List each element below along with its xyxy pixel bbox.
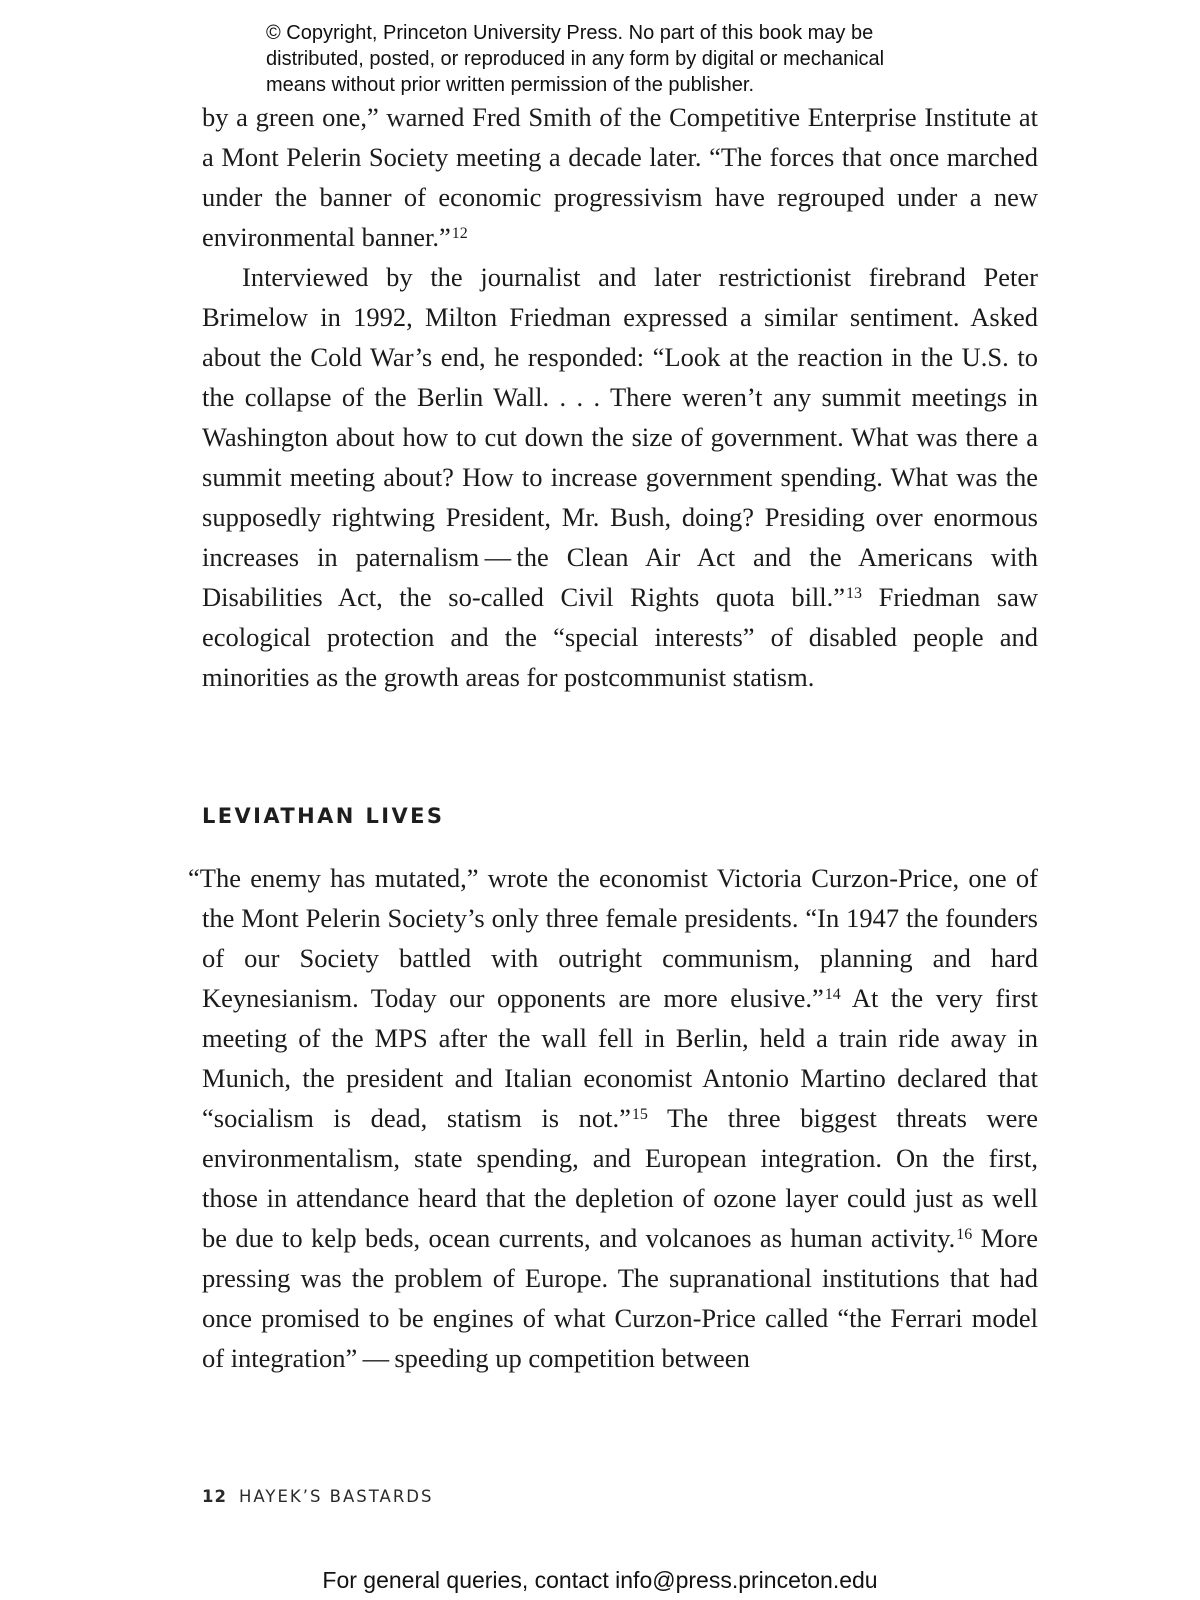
footnote-ref-15: 15 — [631, 1106, 648, 1123]
copyright-notice — [266, 20, 986, 98]
section-heading: LEVIATHAN LIVES — [202, 804, 445, 828]
paragraph-3-text-c: The three biggest threats were environmentalism, state spending, and European integration. On the first, those in attendance heard that the depletion of ozone layer could just as well be due to kelp beds, ocean currents, and volcanoes as human activity. — [202, 1103, 1038, 1253]
paragraph-3 — [188, 858, 1039, 1378]
running-title: HAYEK’S BASTARDS — [238, 1487, 434, 1506]
footnote-ref-16: 16 — [956, 1226, 973, 1243]
footnote-ref-14: 14 — [824, 986, 841, 1003]
footnote-ref-13: 13 — [846, 585, 863, 602]
running-footer — [202, 1487, 433, 1506]
contact-line: For general queries, contact info@press.princeton.edu — [322, 1567, 878, 1593]
page-body-top — [202, 97, 1038, 697]
copyright-line-1: © Copyright, Princeton University Press. No part of this book may be — [266, 22, 874, 44]
paragraph-2-text-b: Friedman saw ecological protection and the “special interests” of disabled people and minorities as the growth areas for postcommunist statism. — [202, 582, 1038, 692]
page-body-section — [188, 858, 1039, 1378]
paragraph-3-text-b: At the very first meeting of the MPS after the wall fell in Berlin, held a train ride away in Munich, the president and Italian economist Antonio Martino declared that “socialism is dead, statism is not.” — [202, 983, 1039, 1133]
copyright-line-2: distributed, posted, or reproduced in any form by digital or mechanical — [266, 48, 885, 70]
paragraph-1 — [202, 97, 1038, 257]
paragraph-3-text-a: “The enemy has mutated,” wrote the economist Victoria Curzon-Price, one of the Mont Pelerin Society’s only three female presidents. “In 1947 the founders of our Society battled with outright communism, planning and hard Keynesianism. Today our opponents are more elusive.” — [188, 863, 1038, 1013]
copyright-line-3: means without prior written permission of the publisher. — [266, 74, 755, 96]
paragraph-1-text: by a green one,” warned Fred Smith of the Competitive Enterprise Institute at a Mont Pelerin Society meeting a decade later. “The forces that once marched under the banner of economic progressivism have regrouped under a new environmental banner.” — [202, 102, 1038, 252]
paragraph-2-text-a: Interviewed by the journalist and later restrictionist firebrand Peter Brimelow in 1992, Milton Friedman expressed a similar sentiment. Asked about the Cold War’s end, he responded: “Look at the reaction in the U.S. to the collapse of the Berlin Wall. . . . There weren’t any summit meetings in Washington about how to cut down the size of government. What was there a summit meeting about? How to increase government spending. What was the supposedly rightwing President, Mr. Bush, doing? Presiding over enormous increases in paternalism — the Clean Air Act and the Americans with Disabilities Act, the so-called Civil Rights quota bill.” — [202, 262, 1038, 612]
paragraph-3-text-d: More pressing was the problem of Europe. The supranational institutions that had once promised to be engines of what Curzon-Price called “the Ferrari model of integration” — speeding up competition between — [202, 1223, 1038, 1373]
footnote-ref-12: 12 — [451, 225, 468, 242]
paragraph-2 — [202, 257, 1038, 697]
page-number: 12 — [202, 1487, 227, 1506]
